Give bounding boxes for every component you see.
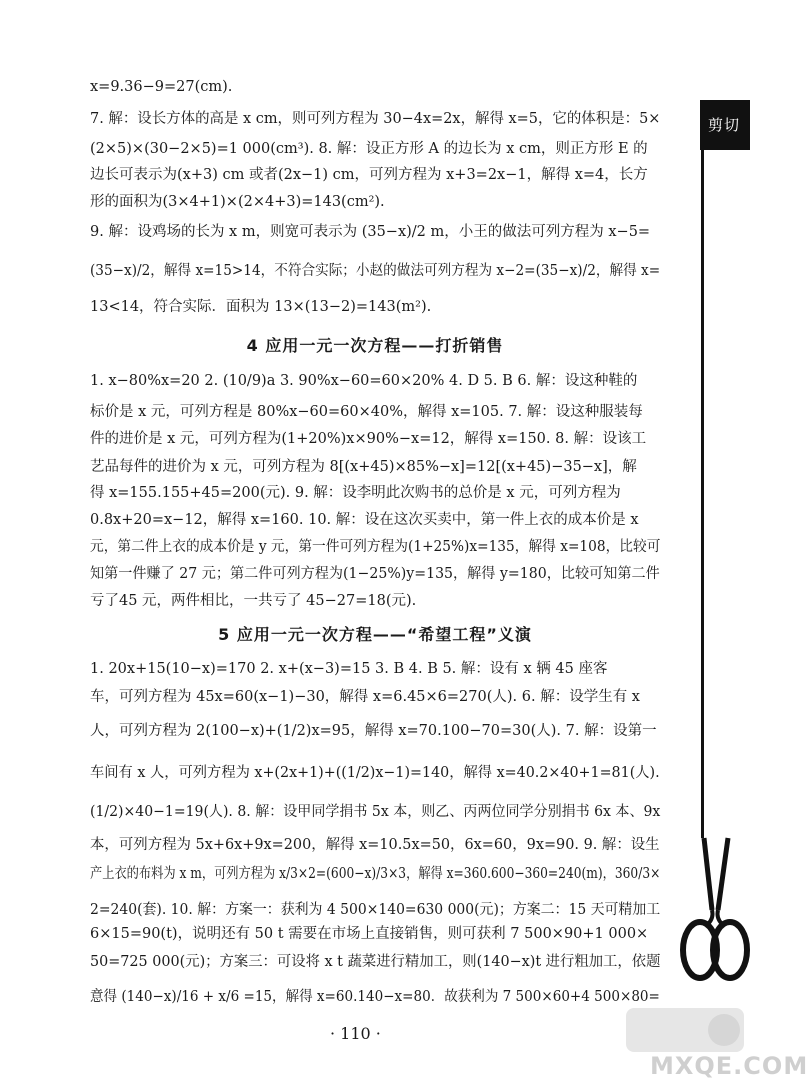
answer-line: 意得 (140−x)/16 + x/6 =15，解得 x=60.140−x=80．故获利为 7 500×60+4 500×80= bbox=[90, 989, 660, 1005]
watermark-text: MXQE.COM bbox=[650, 1052, 808, 1080]
answer-line: 车间有 x 人，可列方程为 x+(2x+1)+((1/2)x−1)=140，解得 x=40.2×40+1=81(人). bbox=[90, 765, 660, 781]
answer-line: 亏了45 元，两件相比，一共亏了 45−27=18(元). bbox=[90, 593, 417, 609]
answer-line: 车，可列方程为 45x=60(x−1)−30，解得 x=6.45×6=270(人). 6. 解：设学生有 x bbox=[90, 689, 640, 705]
answer-line: 产上衣的布料为 x m，可列方程为 x/3×2=(600−x)/3×3，解得 x=360.600−360=240(m)，360/3× bbox=[90, 866, 661, 882]
answer-line: 本，可列方程为 5x+6x+9x=200，解得 x=10.5x=50，6x=60，9x=90. 9. 解：设生 bbox=[90, 837, 660, 853]
answer-line: 得 x=155.155+45=200(元). 9. 解：设李明此次购书的总价是 x 元，可列方程为 bbox=[90, 485, 621, 501]
answer-line: 知第一件赚了 27 元；第二件可列方程为(1−25%)y=135，解得 y=180，比较可知第二件 bbox=[90, 566, 660, 582]
answer-line: (1/2)×40−1=19(人). 8. 解：设甲同学捐书 5x 本，则乙、丙两位同学分别捐书 6x 本、9x bbox=[90, 804, 661, 820]
cut-line-tab: 剪切线 bbox=[700, 100, 750, 150]
answer-line: 人，可列方程为 2(100−x)+(1/2)x=95，解得 x=70.100−70=30(人). 7. 解：设第一 bbox=[90, 723, 657, 739]
answer-line: 0.8x+20=x−12，解得 x=160. 10. 解：设在这次买卖中，第一件上衣的成本价是 x bbox=[90, 512, 639, 528]
answer-line: (2×5)×(30−2×5)=1 000(cm³). 8. 解：设正方形 A 的边长为 x cm，则正方形 E 的 bbox=[90, 141, 648, 157]
answer-line: 元，第二件上衣的成本价是 y 元，第一件可列方程为(1+25%)x=135，解得 x=108，比较可 bbox=[90, 539, 661, 555]
answer-line: 1. 20x+15(10−x)=170 2. x+(x−3)=15 3. B 4. B 5. 解：设有 x 辆 45 座客 bbox=[90, 661, 608, 677]
answer-line: 50=725 000(元)；方案三：可设将 x t 蔬菜进行精加工，则(140−x)t 进行粗加工，依题 bbox=[90, 954, 661, 970]
answer-line: 9. 解：设鸡场的长为 x m，则宽可表示为 (35−x)/2 m，小王的做法可列方程为 x−5= bbox=[90, 224, 651, 240]
scissors-icon bbox=[678, 838, 750, 998]
answer-line: 边长可表示为(x+3) cm 或者(2x−1) cm，可列方程为 x+3=2x−1，解得 x=4，长方 bbox=[90, 167, 648, 183]
answer-line: x=9.36−9=27(cm). bbox=[90, 79, 233, 95]
section-heading: 4 应用一元一次方程——打折销售 bbox=[246, 336, 504, 355]
section-heading: 5 应用一元一次方程——“希望工程”义演 bbox=[218, 625, 532, 644]
answer-line: 标价是 x 元，可列方程是 80%x−60=60×40%，解得 x=105. 7. 解：设这种服装每 bbox=[90, 404, 643, 420]
answer-line: 2=240(套). 10. 解：方案一：获利为 4 500×140=630 000(元)；方案二：15 天可精加工 bbox=[90, 902, 661, 918]
answer-line: 7. 解：设长方体的高是 x cm，则可列方程为 30−4x=2x，解得 x=5，它的体积是：5× bbox=[90, 111, 661, 127]
page-number: · 110 · bbox=[330, 1024, 381, 1043]
cut-line-rule bbox=[701, 150, 704, 838]
answer-line: 形的面积为(3×4+1)×(2×4+3)=143(cm²). bbox=[90, 194, 385, 210]
answer-line: 6×15=90(t)，说明还有 50 t 需要在市场上直接销售，则可获利 7 500×90+1 000× bbox=[90, 926, 649, 942]
answer-line: 件的进价是 x 元，可列方程为(1+20%)x×90%−x=12，解得 x=150. 8. 解：设该工 bbox=[90, 431, 647, 447]
answer-line: 艺品每件的进价为 x 元，可列方程为 8[(x+45)×85%−x]=12[(x+45)−35−x]，解 bbox=[90, 459, 637, 475]
answer-line: (35−x)/2，解得 x=15>14，不符合实际；小赵的做法可列方程为 x−2=(35−x)/2，解得 x= bbox=[90, 263, 661, 279]
answer-line: 13<14，符合实际．面积为 13×(13−2)=143(m²). bbox=[90, 299, 432, 315]
answer-line: 1. x−80%x=20 2. (10/9)a 3. 90%x−60=60×20% 4. D 5. B 6. 解：设这种鞋的 bbox=[90, 373, 638, 389]
